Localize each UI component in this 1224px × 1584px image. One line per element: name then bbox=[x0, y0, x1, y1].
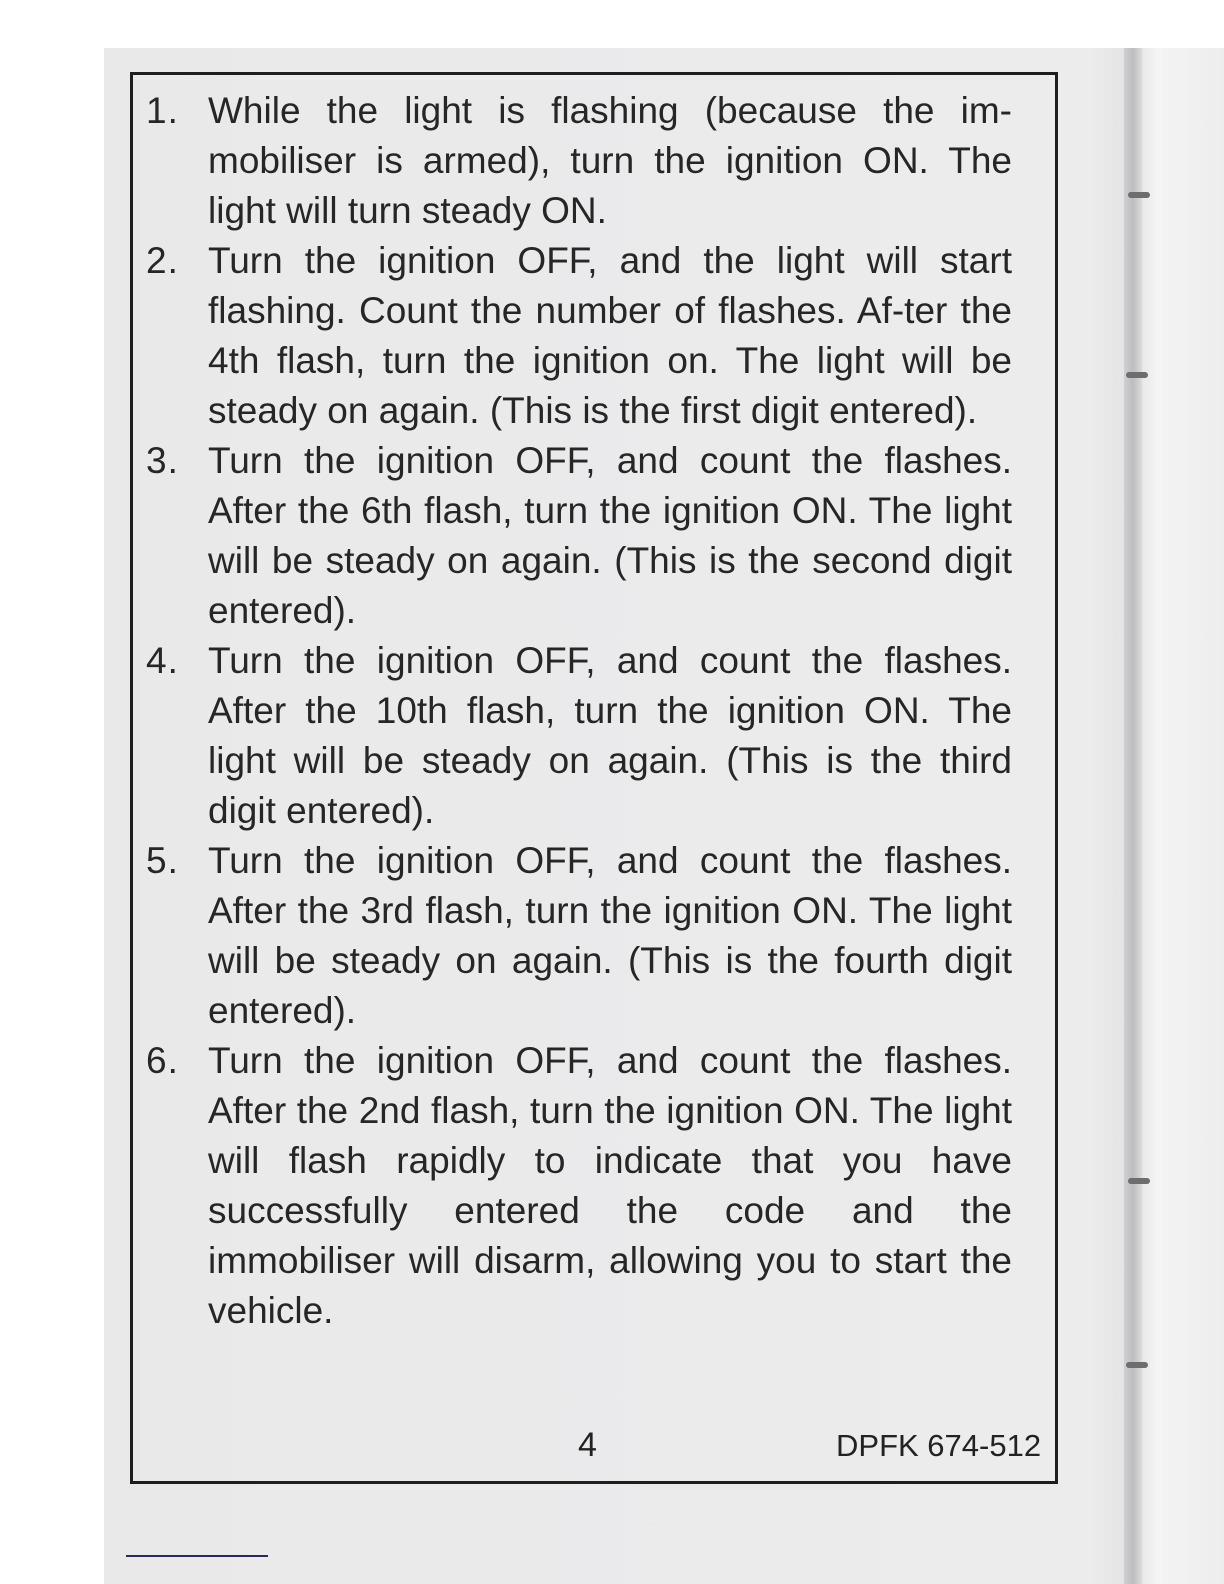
bottom-rule bbox=[126, 1555, 268, 1557]
step-item bbox=[146, 636, 1012, 836]
binding-staple-mark bbox=[1128, 192, 1150, 198]
step-text: Turn the ignition OFF, and count the flashes. After the 3rd flash, turn the ignition ON. The light will be steady on again. (This is the fourth digit entered). bbox=[208, 840, 1012, 1031]
step-text: Turn the ignition OFF, and the light will start flashing. Count the number of flashes. Af-ter the 4th flash, turn the ignition on. The light will be steady on again. (This is the first digit entered). bbox=[208, 240, 1012, 431]
step-item bbox=[146, 836, 1012, 1036]
step-text: Turn the ignition OFF, and count the flashes. After the 10th flash, turn the ignition ON. The light will be steady on again. (This is the third digit entered). bbox=[208, 640, 1012, 831]
step-item bbox=[146, 86, 1012, 236]
step-number: 1. bbox=[146, 90, 179, 131]
step-number: 4. bbox=[146, 640, 179, 681]
document-code: DPFK 674-512 bbox=[836, 1428, 1042, 1463]
step-number: 5. bbox=[146, 840, 179, 881]
step-item bbox=[146, 436, 1012, 636]
step-item bbox=[146, 1036, 1012, 1336]
page-number: 4 bbox=[578, 1426, 597, 1464]
step-number: 3. bbox=[146, 440, 179, 481]
step-text: While the light is flashing (because the im-mobiliser is armed), turn the ignition ON. The light will turn steady ON. bbox=[208, 90, 1012, 231]
binding-staple-mark bbox=[1128, 1178, 1150, 1184]
page-binding-edge bbox=[1124, 48, 1142, 1584]
step-item bbox=[146, 236, 1012, 436]
instruction-steps bbox=[146, 86, 1012, 1336]
step-text: Turn the ignition OFF, and count the flashes. After the 2nd flash, turn the ignition ON. The light will flash rapidly to indicate that you have successfully entered the code and the immobiliser will disarm, allowing you to start the vehicle. bbox=[208, 1040, 1012, 1331]
binding-staple-mark bbox=[1126, 372, 1148, 378]
step-number: 2. bbox=[146, 240, 179, 281]
step-number: 6. bbox=[146, 1040, 179, 1081]
binding-staple-mark bbox=[1126, 1362, 1148, 1368]
step-text: Turn the ignition OFF, and count the flashes. After the 6th flash, turn the ignition ON. The light will be steady on again. (This is the second digit entered). bbox=[208, 440, 1012, 631]
